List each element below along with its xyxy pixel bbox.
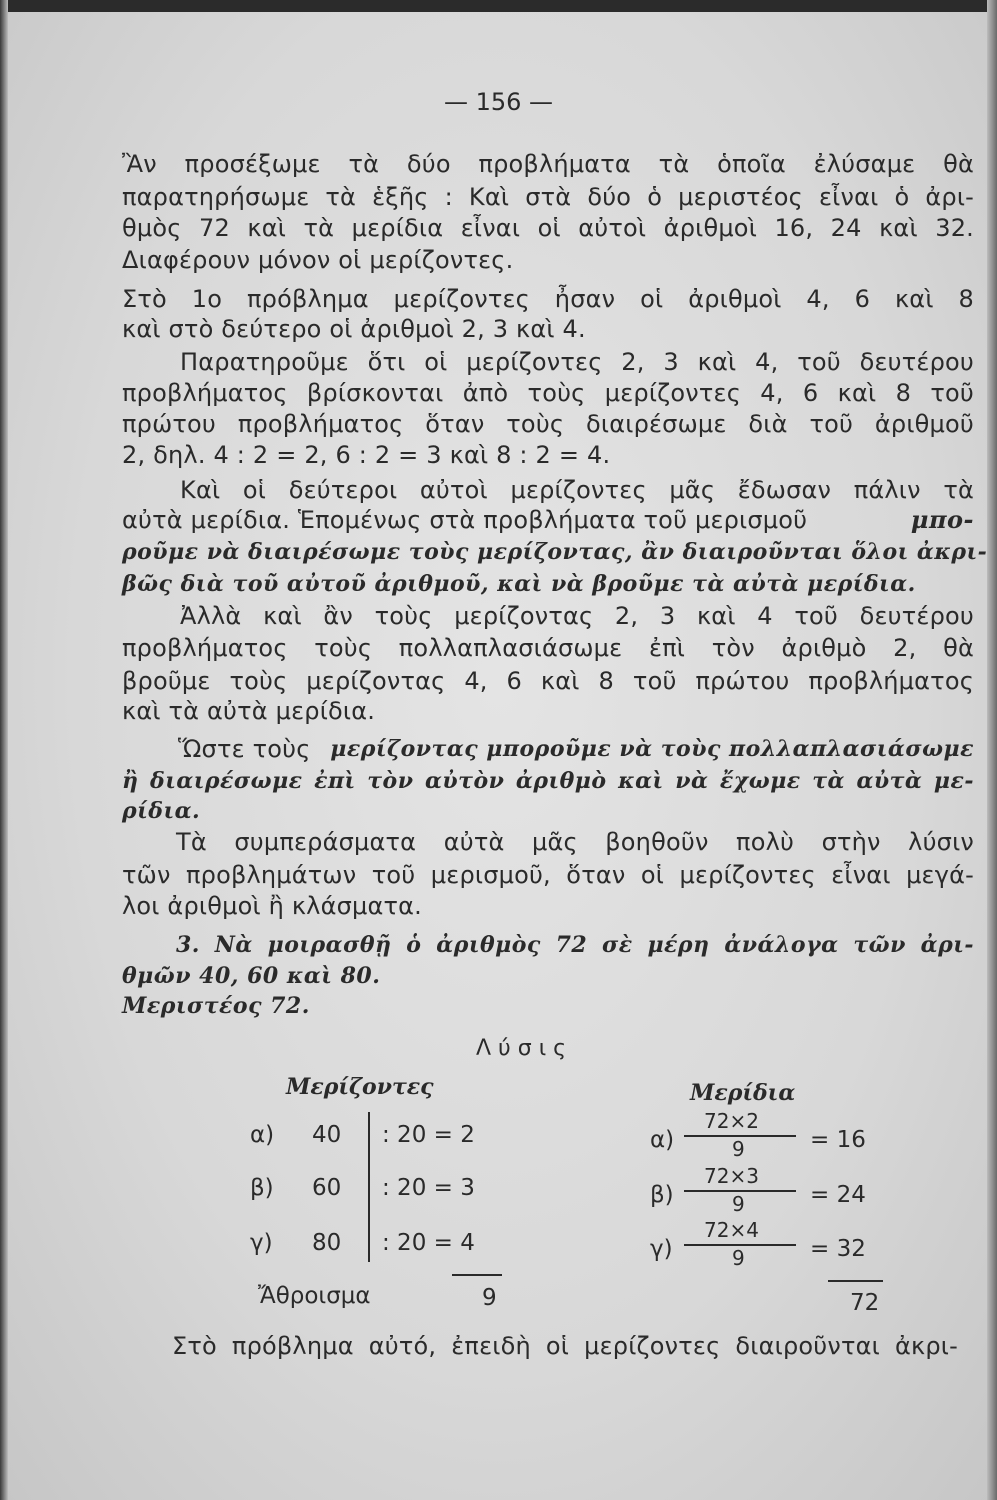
para3-line3: πρώτου προβλήματος ὅταν τοὺς διαιρέσωμε διὰ τοῦ ἀριθμοῦ: [122, 410, 974, 438]
para7-line1: Τὰ συμπεράσματα αὐτὰ μᾶς βοηθοῦν πολὺ στὴν λύσιν: [176, 828, 974, 856]
row-b-division: : 20 = 3: [382, 1175, 475, 1201]
para6-line1-plain: Ὥστε τοὺς: [178, 735, 311, 763]
para1-line1: Ἂν προσέξωμε τὰ δύο προβλήματα τὰ ὁποῖα ἐλύσαμε θὰ: [122, 150, 974, 178]
scan-edge-left: [0, 0, 8, 1500]
frac-c-numerator: 72×4: [704, 1218, 759, 1242]
para2-line2: καὶ στὸ δεύτερο οἱ ἀριθμοὶ 2, 3 καὶ 4.: [122, 315, 586, 343]
right-column-header: Μερίδια: [690, 1080, 796, 1106]
para4-line3: ροῦμε νὰ διαιρέσωμε τοὺς μερίζοντας, ἂν διαιροῦνται ὅλοι ἀκρι-: [122, 539, 988, 565]
solution-heading: Λύσις: [476, 1036, 574, 1061]
frac-c-denominator: 9: [732, 1246, 745, 1270]
frac-c-label: γ): [650, 1236, 673, 1262]
sum-left: 9: [482, 1285, 497, 1311]
left-column-header: Μερίζοντες: [286, 1074, 434, 1100]
para1-line3: θμὸς 72 καὶ τὰ μερίδια εἶναι οἱ αὐτοὶ ἀριθμοὶ 16, 24 καὶ 32.: [122, 214, 974, 242]
row-a-label: α): [250, 1122, 275, 1148]
para4-line2-italic: μπο-: [910, 505, 974, 534]
frac-a-denominator: 9: [732, 1137, 745, 1161]
problem-line3: Μεριστέος 72.: [122, 993, 310, 1019]
left-sum-rule: [452, 1274, 502, 1276]
frac-a-numerator: 72×2: [704, 1109, 759, 1133]
para4-line2-plain: αὐτὰ μερίδια. Ἑπομένως στὰ προβλήματα τοῦ μερισμοῦ: [122, 506, 808, 534]
scan-edge-right: [987, 0, 997, 1500]
sum-label: Ἄθροισμα: [258, 1283, 371, 1309]
para4-line2: [122, 504, 974, 536]
right-sum-rule: [828, 1280, 883, 1282]
para6-line2: ἢ διαιρέσωμε ἐπὶ τὸν αὐτὸν ἀριθμὸ καὶ νὰ ἔχωμε τὰ αὐτὰ με-: [122, 768, 974, 794]
row-a-division: : 20 = 2: [382, 1122, 475, 1148]
para1-line4: Διαφέρουν μόνον οἱ μερίζοντες.: [122, 246, 514, 274]
row-b-label: β): [250, 1175, 274, 1201]
para3-line2: προβλήματος βρίσκονται ἀπὸ τοὺς μερίζοντες 4, 6 καὶ 8 τοῦ: [122, 379, 974, 407]
para1-line2: παρατηρήσωμε τὰ ἑξῆς : Καὶ στὰ δύο ὁ μεριστέος εἶναι ὁ ἀρι-: [122, 183, 974, 211]
frac-b-numerator: 72×3: [704, 1164, 759, 1188]
problem-line1: 3. Νὰ μοιρασθῇ ὁ ἀριθμὸς 72 σὲ μέρη ἀνάλογα τῶν ἀρι-: [176, 932, 974, 958]
para6-line1-italic: μερίζοντας μποροῦμε νὰ τοὺς πολλαπλασιάσωμε: [330, 736, 974, 762]
frac-b-label: β): [650, 1182, 674, 1208]
para4-line1: Καὶ οἱ δεύτεροι αὐτοὶ μερίζοντες μᾶς ἔδωσαν πάλιν τὰ: [180, 476, 974, 504]
row-c-value: 80: [312, 1230, 342, 1256]
row-c-label: γ): [250, 1230, 273, 1256]
problem-line2: θμῶν 40, 60 καὶ 80.: [122, 963, 381, 989]
table-vertical-rule: [368, 1112, 370, 1262]
para7-line2: τῶν προβλημάτων τοῦ μερισμοῦ, ὅταν οἱ μερίζοντες εἶναι μεγά-: [122, 861, 974, 889]
page-number: — 156 —: [443, 88, 554, 116]
para4-line4: βῶς διὰ τοῦ αὐτοῦ ἀριθμοῦ, καὶ νὰ βροῦμε τὰ αὐτὰ μερίδια.: [122, 571, 916, 597]
para5-line3: βροῦμε τοὺς μερίζοντας 4, 6 καὶ 8 τοῦ πρώτου προβλήματος: [122, 667, 974, 695]
row-c-division: : 20 = 4: [382, 1230, 475, 1256]
frac-a-result: = 16: [810, 1127, 866, 1153]
para6-line1: [178, 733, 974, 765]
para6-line3: ρίδια.: [122, 798, 201, 824]
sum-right: 72: [850, 1290, 880, 1316]
last-line: Στὸ πρόβλημα αὐτό, ἐπειδὴ οἱ μερίζοντες διαιροῦνται ἀκρι-: [172, 1332, 958, 1360]
scan-edge-top: [0, 0, 997, 12]
frac-c-result: = 32: [810, 1236, 866, 1262]
para5-line2: προβλήματος τοὺς πολλαπλασιάσωμε ἐπὶ τὸν ἀριθμὸ 2, θὰ: [122, 634, 974, 662]
frac-a-label: α): [650, 1127, 675, 1153]
para3-line4: 2, δηλ. 4 : 2 = 2, 6 : 2 = 3 καὶ 8 : 2 = 4.: [122, 441, 611, 469]
para7-line3: λοι ἀριθμοὶ ἢ κλάσματα.: [122, 892, 423, 920]
para2-line1: Στὸ 1ο πρόβλημα μερίζοντες ἦσαν οἱ ἀριθμοὶ 4, 6 καὶ 8: [122, 285, 974, 313]
row-b-value: 60: [312, 1175, 342, 1201]
frac-b-result: = 24: [810, 1182, 866, 1208]
para5-line4: καὶ τὰ αὐτὰ μερίδια.: [122, 697, 376, 725]
para3-line1: Παρατηροῦμε ὅτι οἱ μερίζοντες 2, 3 καὶ 4, τοῦ δευτέρου: [180, 348, 974, 376]
row-a-value: 40: [312, 1122, 342, 1148]
frac-b-denominator: 9: [732, 1192, 745, 1216]
para5-line1: Ἀλλὰ καὶ ἂν τοὺς μερίζοντας 2, 3 καὶ 4 τοῦ δευτέρου: [180, 602, 974, 630]
